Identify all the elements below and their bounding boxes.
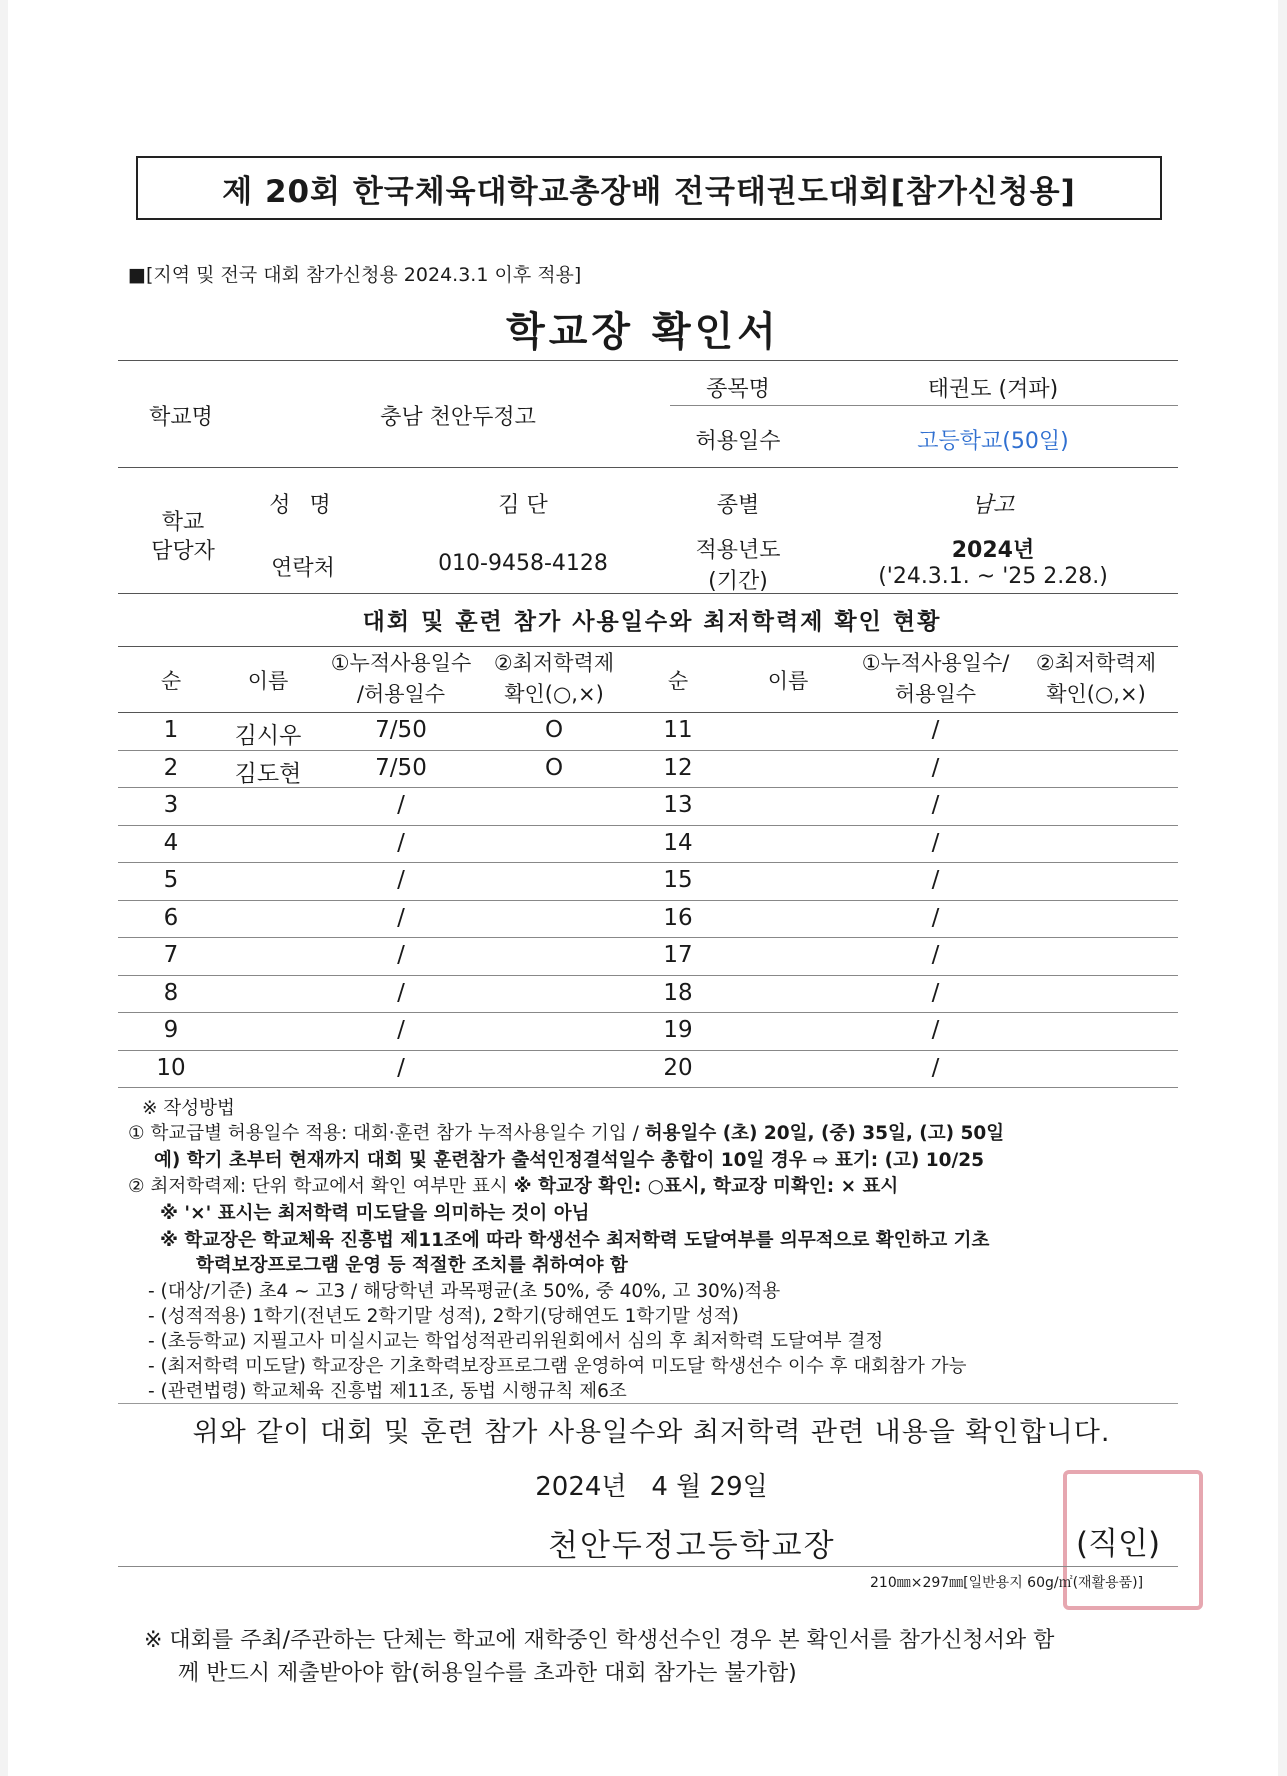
row-right-days: / <box>931 1054 940 1081</box>
row-left-days: / <box>397 867 405 893</box>
row-left-no: 3 <box>163 792 179 818</box>
row-right-no: 18 <box>663 979 693 1006</box>
note-7: - (대상/기준) 초4 ~ 고3 / 해당학년 과목평균(초 50%, 중 40%, 고 30%)적용 <box>148 1281 781 1302</box>
row-left-no: 1 <box>163 717 179 743</box>
row-left-days: / <box>397 1017 405 1043</box>
col-check-left-1: ②최저학력제 <box>493 651 615 675</box>
footer-line-1: ※ 대회를 주최/주관하는 단체는 학교에 재학중인 학생선수인 경우 본 확인서를 참가신청서와 함 <box>144 1628 1055 1653</box>
row-right-no: 19 <box>663 1017 693 1043</box>
col-days-left-1: ①누적사용일수 <box>330 651 472 675</box>
row-right-no: 15 <box>663 867 693 893</box>
table-row-line <box>118 900 1178 901</box>
category-value: 남고 <box>971 493 1015 518</box>
row-right-days: / <box>931 829 940 856</box>
row-right-days: / <box>931 942 940 968</box>
note-10: - (최저학력 미도달) 학교장은 기초학력보장프로그램 운영하여 미도달 학생선수 이수 후 대회참가 가능 <box>148 1356 967 1377</box>
period-value: ('24.3.1. ~ '25 2.28.) <box>878 564 1108 589</box>
info-bottom-line <box>118 593 1178 594</box>
notes-heading: ※ 작성방법 <box>142 1098 235 1119</box>
col-no-left: 순 <box>160 669 182 693</box>
row-left-check: O <box>544 754 564 781</box>
row-left-no: 5 <box>163 867 179 893</box>
table-row-line <box>118 1050 1178 1051</box>
row-left-check: O <box>544 717 564 743</box>
row-left-no: 4 <box>163 829 179 856</box>
row-left-days: / <box>397 829 405 856</box>
col-no-right: 순 <box>667 669 689 693</box>
info-mid-line <box>670 405 1178 406</box>
table-row-line <box>118 1012 1178 1013</box>
status-table-heading: 대회 및 훈련 참가 사용일수와 최저학력제 확인 현황 <box>362 609 942 635</box>
name-value: 김 단 <box>498 493 548 518</box>
event-value: 태권도 (겨파) <box>927 377 1059 402</box>
contact-group-label-1: 학교 <box>161 510 205 535</box>
status-header-line <box>118 712 1178 713</box>
note-1 <box>128 1119 1004 1145</box>
note-3-bold: ※ 학교장 확인: ○표시, 학교장 미확인: × 표시 <box>513 1176 899 1197</box>
row-right-no: 14 <box>663 829 693 856</box>
table-row-line <box>118 825 1178 826</box>
footer-line-2: 께 반드시 제출받아야 함(허용일수를 초과한 대회 참가는 불가함) <box>178 1661 797 1686</box>
allowed-days-value: 고등학교(50일) <box>917 429 1069 454</box>
row-left-name: 김도현 <box>234 760 302 787</box>
table-row-line <box>118 1087 1178 1088</box>
col-check-right-1: ②최저학력제 <box>1035 651 1157 675</box>
note-6: 학력보장프로그램 운영 등 적절한 조치를 취하여야 함 <box>196 1255 628 1276</box>
status-top-line <box>118 646 1178 647</box>
col-check-right-2: 확인(○,×) <box>1046 682 1146 706</box>
phone-value: 010-9458-4128 <box>438 551 608 576</box>
year-label-2: (기간) <box>708 569 768 594</box>
row-left-days: / <box>397 904 405 931</box>
event-label: 종목명 <box>706 377 770 402</box>
row-right-days: / <box>931 867 940 893</box>
row-right-days: / <box>931 792 940 818</box>
row-left-no: 6 <box>163 904 179 931</box>
seal-label: (직인) <box>1076 1526 1161 1562</box>
confirmation-date: 2024년 4 월 29일 <box>535 1472 768 1502</box>
name-label: 성 명 <box>269 493 337 518</box>
document-page <box>8 0 1278 1776</box>
row-left-days: / <box>397 1054 405 1081</box>
form-subnote: ■[지역 및 전국 대회 참가신청용 2024.3.1 이후 적용] <box>128 264 582 286</box>
year-label-1: 적용년도 <box>695 538 781 563</box>
row-left-name: 김시우 <box>234 723 302 749</box>
year-value: 2024년 <box>951 538 1035 563</box>
category-label: 종별 <box>716 493 760 518</box>
competition-title: 제 20회 한국체육대학교총장배 전국태권도대회[참가신청용] <box>136 156 1162 220</box>
document-title: 학교장 확인서 <box>506 309 780 355</box>
table-row-line <box>118 862 1178 863</box>
notes-bottom-line <box>118 1403 1178 1404</box>
confirmation-statement: 위와 같이 대회 및 훈련 참가 사용일수와 최저학력 관련 내용을 확인합니다. <box>192 1417 1111 1448</box>
row-left-days: / <box>397 942 405 968</box>
row-left-no: 10 <box>156 1054 186 1081</box>
row-right-days: / <box>931 979 940 1006</box>
note-3 <box>128 1172 898 1198</box>
row-right-days: / <box>931 717 940 743</box>
row-left-no: 7 <box>163 942 179 968</box>
note-3-text: ② 최저학력제: 단위 학교에서 확인 여부만 표시 <box>128 1176 514 1197</box>
note-8: - (성적적용) 1학기(전년도 2학기말 성적), 2학기(당해연도 1학기말 성적) <box>148 1306 739 1327</box>
table-row-line <box>118 975 1178 976</box>
row-left-days: 7/50 <box>375 754 427 781</box>
row-right-no: 11 <box>663 717 693 743</box>
row-left-days: / <box>397 979 405 1006</box>
note-2: 예) 학기 초부터 현재까지 대회 및 훈련참가 출석인정결석일수 총합이 10일 경우 ⇨ 표기: (고) 10/25 <box>154 1150 985 1171</box>
row-left-no: 9 <box>163 1017 179 1043</box>
note-5: ※ 학교장은 학교체육 진흥법 제11조에 따라 학생선수 최저학력 도달여부를 의무적으로 확인하고 기초 <box>160 1230 990 1251</box>
row-right-no: 16 <box>663 904 693 931</box>
row-right-no: 20 <box>663 1054 693 1081</box>
row-right-no: 12 <box>663 754 693 781</box>
info-sep-line <box>118 467 1178 468</box>
note-1-bold: 허용일수 (초) 20일, (중) 35일, (고) 50일 <box>644 1123 1005 1144</box>
row-left-no: 2 <box>163 754 179 781</box>
row-right-days: / <box>931 754 940 781</box>
row-left-no: 8 <box>163 979 179 1006</box>
note-4: ※ '×' 표시는 최저학력 미도달을 의미하는 것이 아님 <box>160 1203 590 1224</box>
col-check-left-2: 확인(○,×) <box>504 682 604 706</box>
row-right-days: / <box>931 904 940 931</box>
col-days-right-2: 허용일수 <box>894 682 977 706</box>
paper-spec: 210㎜×297㎜[일반용지 60g/㎡(재활용품)] <box>870 1575 1144 1591</box>
row-left-days: / <box>397 792 405 818</box>
school-value: 충남 천안두정고 <box>380 405 536 430</box>
contact-group-label-2: 담당자 <box>151 539 215 564</box>
table-row-line <box>118 937 1178 938</box>
row-right-no: 17 <box>663 942 693 968</box>
note-1-text: ① 학교급별 허용일수 적용: 대회·훈련 참가 누적사용일수 기입 / <box>128 1123 645 1144</box>
row-right-days: / <box>931 1017 940 1043</box>
row-right-no: 13 <box>663 792 693 818</box>
school-label: 학교명 <box>149 405 213 430</box>
col-name-right: 이름 <box>767 669 809 693</box>
col-days-left-2: /허용일수 <box>356 682 446 706</box>
paper-line <box>118 1566 1178 1567</box>
note-11: - (관련법령) 학교체육 진흥법 제11조, 동법 시행규칙 제6조 <box>148 1381 627 1402</box>
info-top-line <box>118 360 1178 361</box>
phone-label: 연락처 <box>271 556 335 581</box>
note-9: - (초등학교) 지필고사 미실시교는 학업성적관리위원회에서 심의 후 최저학력 도달여부 결정 <box>148 1331 884 1352</box>
col-name-left: 이름 <box>247 669 289 693</box>
col-days-right-1: ①누적사용일수/ <box>861 651 1010 675</box>
principal-name: 천안두정고등학교장 <box>548 1528 836 1564</box>
allowed-days-label: 허용일수 <box>695 429 781 454</box>
row-left-days: 7/50 <box>375 717 427 743</box>
